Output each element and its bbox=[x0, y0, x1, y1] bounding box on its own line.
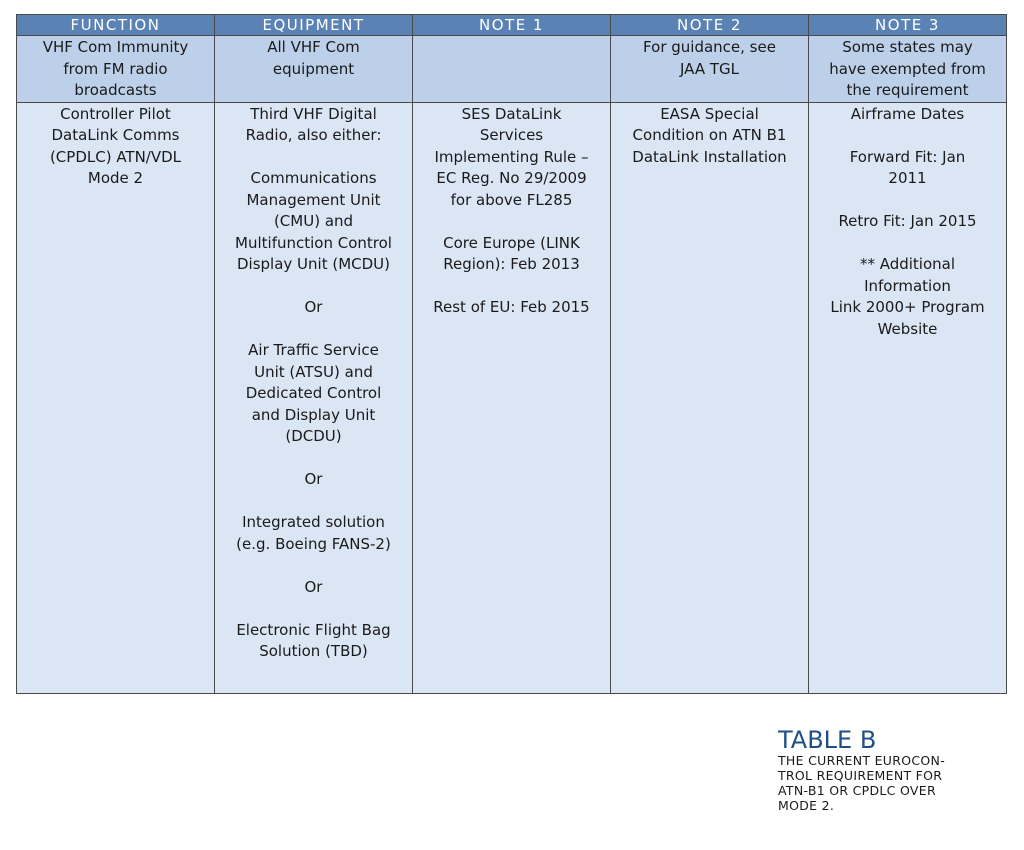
cell-text-line: (CPDLC) ATN/VDL bbox=[49, 147, 182, 166]
cell-text-line: Some states may bbox=[842, 38, 973, 56]
cell-text-line bbox=[215, 555, 412, 577]
table-row bbox=[17, 36, 1007, 103]
cell-text-line bbox=[809, 233, 1006, 255]
header-function: FUNCTION bbox=[17, 15, 215, 36]
cell-function bbox=[17, 36, 215, 103]
header-note-2: NOTE 2 bbox=[611, 15, 809, 36]
cell-text-line: ** Additional bbox=[859, 255, 956, 273]
cell-note-2 bbox=[611, 36, 809, 103]
cell-text-line: have exempted from bbox=[829, 59, 986, 78]
table-caption bbox=[778, 727, 1008, 813]
cell-text-line: Condition on ATN B1 bbox=[632, 126, 787, 144]
cell-text-line: For guidance, see bbox=[643, 38, 776, 56]
cell-text-line: DataLink Installation bbox=[632, 147, 787, 166]
cell-text-line: Rest of EU: Feb 2015 bbox=[433, 298, 590, 316]
cell-text-line: EASA Special bbox=[660, 104, 759, 123]
table-row bbox=[17, 102, 1007, 693]
cell-text-line bbox=[215, 147, 412, 169]
cell-text-line bbox=[215, 319, 412, 341]
requirements-table bbox=[16, 14, 1007, 694]
cell-text-line: (DCDU) bbox=[285, 427, 342, 445]
cell-text-line: the requirement bbox=[846, 81, 969, 99]
caption-line: THE CURRENT EUROCON- bbox=[778, 753, 946, 768]
cell-text-line: All VHF Com bbox=[267, 38, 360, 56]
header-equipment: EQUIPMENT bbox=[215, 15, 413, 36]
cell-text-line: Or bbox=[304, 577, 323, 596]
cell-text-line: Information bbox=[864, 276, 951, 295]
cell-text-line: Website bbox=[877, 319, 938, 338]
cell-text-line: Radio, also either: bbox=[245, 126, 382, 144]
cell-text-line: Electronic Flight Bag bbox=[236, 620, 391, 639]
cell-text-line: Or bbox=[304, 470, 323, 488]
cell-equipment bbox=[215, 36, 413, 103]
cell-text-line: Forward Fit: Jan bbox=[849, 147, 966, 166]
cell-text-line: Solution (TBD) bbox=[259, 642, 368, 660]
header-note-1: NOTE 1 bbox=[413, 15, 611, 36]
cell-text-line: for above FL285 bbox=[450, 190, 573, 209]
cell-note-2 bbox=[611, 102, 809, 693]
header-note-3: NOTE 3 bbox=[809, 15, 1007, 36]
cell-text-line: Mode 2 bbox=[87, 169, 144, 187]
cell-note-3 bbox=[809, 102, 1007, 693]
caption-line: ATN-B1 OR CPDLC OVER bbox=[778, 783, 936, 798]
cell-text-line: Link 2000+ Program bbox=[830, 298, 985, 316]
cell-text-line: equipment bbox=[272, 59, 355, 78]
caption-title: TABLE B bbox=[778, 726, 877, 754]
cell-text-line: Implementing Rule – bbox=[434, 147, 589, 166]
cell-note-3 bbox=[809, 36, 1007, 103]
cell-text-line: EC Reg. No 29/2009 bbox=[436, 169, 587, 187]
cell-text-line: Integrated solution bbox=[242, 513, 385, 531]
cell-text-line: broadcasts bbox=[74, 81, 157, 99]
cell-text-line: Unit (ATSU) and bbox=[254, 362, 373, 381]
cell-text-line: VHF Com Immunity bbox=[42, 38, 189, 56]
cell-note-1 bbox=[413, 102, 611, 693]
cell-text-line bbox=[413, 211, 610, 233]
cell-text-line bbox=[215, 598, 412, 620]
cell-text-line: 2011 bbox=[888, 169, 927, 187]
cell-text-line: (e.g. Boeing FANS-2) bbox=[236, 534, 391, 553]
header-row bbox=[17, 15, 1007, 36]
cell-text-line: Or bbox=[304, 298, 323, 316]
cell-text-line: (CMU) and bbox=[273, 212, 354, 230]
cell-text-line: Airframe Dates bbox=[850, 104, 965, 123]
cell-text-line: Management Unit bbox=[246, 190, 381, 209]
cell-text-line: Retro Fit: Jan 2015 bbox=[838, 212, 977, 230]
cell-text-line bbox=[809, 190, 1006, 212]
cell-text-line: JAA TGL bbox=[679, 59, 739, 78]
cell-text-line: Region): Feb 2013 bbox=[443, 255, 580, 273]
cell-text-line: DataLink Comms bbox=[51, 126, 180, 144]
cell-text-line: Core Europe (LINK bbox=[443, 233, 580, 252]
caption-line: MODE 2. bbox=[778, 798, 835, 813]
cell-text-line bbox=[413, 276, 610, 298]
cell-text-line: Controller Pilot bbox=[60, 104, 171, 123]
cell-note-1 bbox=[413, 36, 611, 103]
cell-text-line: Dedicated Control bbox=[245, 384, 382, 402]
cell-text-line bbox=[809, 125, 1006, 147]
cell-text-line bbox=[215, 276, 412, 298]
cell-text-line: Communications bbox=[250, 169, 377, 187]
cell-text-line: Air Traffic Service bbox=[248, 341, 379, 359]
cell-text-line: Display Unit (MCDU) bbox=[236, 255, 390, 273]
cell-text-line: Third VHF Digital bbox=[250, 104, 377, 123]
cell-text-line bbox=[215, 448, 412, 470]
cell-function bbox=[17, 102, 215, 693]
cell-text-line: Services bbox=[479, 126, 544, 144]
cell-equipment bbox=[215, 102, 413, 693]
cell-text-line bbox=[215, 491, 412, 513]
cell-text-line: and Display Unit bbox=[251, 405, 376, 424]
caption-line: TROL REQUIREMENT FOR bbox=[778, 768, 943, 783]
cell-text-line: SES DataLink bbox=[461, 104, 562, 123]
cell-text-line: Multifunction Control bbox=[235, 233, 392, 252]
cell-text-line: from FM radio bbox=[63, 59, 168, 78]
